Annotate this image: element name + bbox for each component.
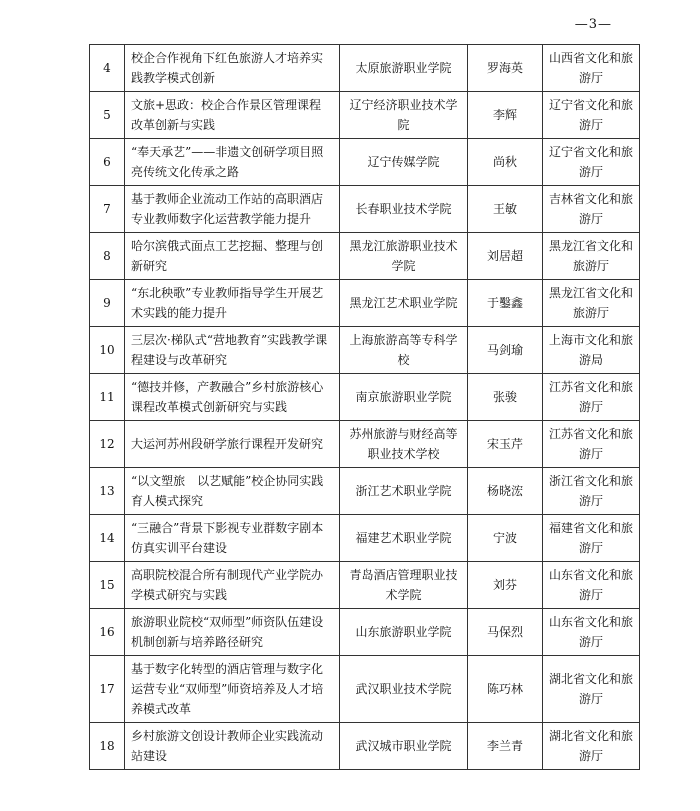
table-row	[90, 723, 640, 770]
row-number: 12	[90, 421, 125, 468]
table-row	[90, 280, 640, 327]
project-title: 哈尔滨俄式面点工艺挖掘、整理与创新研究	[125, 233, 340, 280]
department-name: 江苏省文化和旅游厅	[543, 421, 640, 468]
person-name: 刘芬	[468, 562, 543, 609]
person-name: 马保烈	[468, 609, 543, 656]
person-name: 李辉	[468, 92, 543, 139]
row-number: 14	[90, 515, 125, 562]
row-number: 10	[90, 327, 125, 374]
department-name: 辽宁省文化和旅游厅	[543, 92, 640, 139]
table-row	[90, 92, 640, 139]
project-title: 校企合作视角下红色旅游人才培养实践教学模式创新	[125, 45, 340, 92]
department-name: 黑龙江省文化和旅游厅	[543, 233, 640, 280]
school-name: 青岛酒店管理职业技术学院	[340, 562, 468, 609]
table-row	[90, 45, 640, 92]
school-name: 武汉职业技术学院	[340, 656, 468, 723]
person-name: 宁波	[468, 515, 543, 562]
table-row	[90, 562, 640, 609]
department-name: 上海市文化和旅游局	[543, 327, 640, 374]
project-title: 大运河苏州段研学旅行课程开发研究	[125, 421, 340, 468]
project-title: 乡村旅游文创设计教师企业实践流动站建设	[125, 723, 340, 770]
department-name: 吉林省文化和旅游厅	[543, 186, 640, 233]
department-name: 福建省文化和旅游厅	[543, 515, 640, 562]
department-name: 湖北省文化和旅游厅	[543, 723, 640, 770]
table-row	[90, 515, 640, 562]
table-row	[90, 233, 640, 280]
department-name: 山西省文化和旅游厅	[543, 45, 640, 92]
project-title: 高职院校混合所有制现代产业学院办学模式研究与实践	[125, 562, 340, 609]
table-row	[90, 327, 640, 374]
project-title: “以文塑旅 以艺赋能”校企协同实践育人模式探究	[125, 468, 340, 515]
person-name: 刘居超	[468, 233, 543, 280]
school-name: 太原旅游职业学院	[340, 45, 468, 92]
school-name: 武汉城市职业学院	[340, 723, 468, 770]
project-title: “东北秧歌”专业教师指导学生开展艺术实践的能力提升	[125, 280, 340, 327]
department-name: 江苏省文化和旅游厅	[543, 374, 640, 421]
row-number: 9	[90, 280, 125, 327]
department-name: 山东省文化和旅游厅	[543, 562, 640, 609]
school-name: 黑龙江艺术职业学院	[340, 280, 468, 327]
department-name: 辽宁省文化和旅游厅	[543, 139, 640, 186]
row-number: 7	[90, 186, 125, 233]
row-number: 16	[90, 609, 125, 656]
project-title: “奉天承艺”——非遗文创研学项目照亮传统文化传承之路	[125, 139, 340, 186]
school-name: 山东旅游职业学院	[340, 609, 468, 656]
row-number: 18	[90, 723, 125, 770]
school-name: 黑龙江旅游职业技术学院	[340, 233, 468, 280]
project-title: 文旅+思政：校企合作景区管理课程改革创新与实践	[125, 92, 340, 139]
person-name: 杨晓浤	[468, 468, 543, 515]
school-name: 福建艺术职业学院	[340, 515, 468, 562]
project-title: 旅游职业院校“双师型”师资队伍建设机制创新与培养路径研究	[125, 609, 340, 656]
person-name: 王敏	[468, 186, 543, 233]
person-name: 李兰青	[468, 723, 543, 770]
department-name: 黑龙江省文化和旅游厅	[543, 280, 640, 327]
department-name: 湖北省文化和旅游厅	[543, 656, 640, 723]
school-name: 苏州旅游与财经高等职业技术学校	[340, 421, 468, 468]
table-row	[90, 609, 640, 656]
school-name: 上海旅游高等专科学校	[340, 327, 468, 374]
row-number: 17	[90, 656, 125, 723]
school-name: 浙江艺术职业学院	[340, 468, 468, 515]
table-row	[90, 468, 640, 515]
row-number: 11	[90, 374, 125, 421]
person-name: 陈巧林	[468, 656, 543, 723]
person-name: 马剑瑜	[468, 327, 543, 374]
school-name: 南京旅游职业学院	[340, 374, 468, 421]
row-number: 8	[90, 233, 125, 280]
person-name: 尚秋	[468, 139, 543, 186]
table-row	[90, 186, 640, 233]
school-name: 辽宁经济职业技术学院	[340, 92, 468, 139]
row-number: 6	[90, 139, 125, 186]
school-name: 辽宁传媒学院	[340, 139, 468, 186]
table-row	[90, 421, 640, 468]
project-title: “德技并修，产教融合”乡村旅游核心课程改革模式创新研究与实践	[125, 374, 340, 421]
project-table	[89, 44, 640, 770]
person-name: 宋玉芹	[468, 421, 543, 468]
person-name: 张骏	[468, 374, 543, 421]
project-title: 三层次·梯队式“营地教育”实践教学课程建设与改革研究	[125, 327, 340, 374]
row-number: 15	[90, 562, 125, 609]
row-number: 13	[90, 468, 125, 515]
table-row	[90, 139, 640, 186]
row-number: 5	[90, 92, 125, 139]
project-title: “三融合”背景下影视专业群数字剧本仿真实训平台建设	[125, 515, 340, 562]
project-title: 基于教师企业流动工作站的高职酒店专业教师数字化运营教学能力提升	[125, 186, 340, 233]
table-row	[90, 374, 640, 421]
page-number: —3—	[574, 17, 612, 32]
school-name: 长春职业技术学院	[340, 186, 468, 233]
table-row	[90, 656, 640, 723]
person-name: 于鑿鑫	[468, 280, 543, 327]
person-name: 罗海英	[468, 45, 543, 92]
row-number: 4	[90, 45, 125, 92]
project-title: 基于数字化转型的酒店管理与数字化运营专业“双师型”师资培养及人才培养模式改革	[125, 656, 340, 723]
department-name: 浙江省文化和旅游厅	[543, 468, 640, 515]
table-body	[90, 45, 640, 770]
department-name: 山东省文化和旅游厅	[543, 609, 640, 656]
